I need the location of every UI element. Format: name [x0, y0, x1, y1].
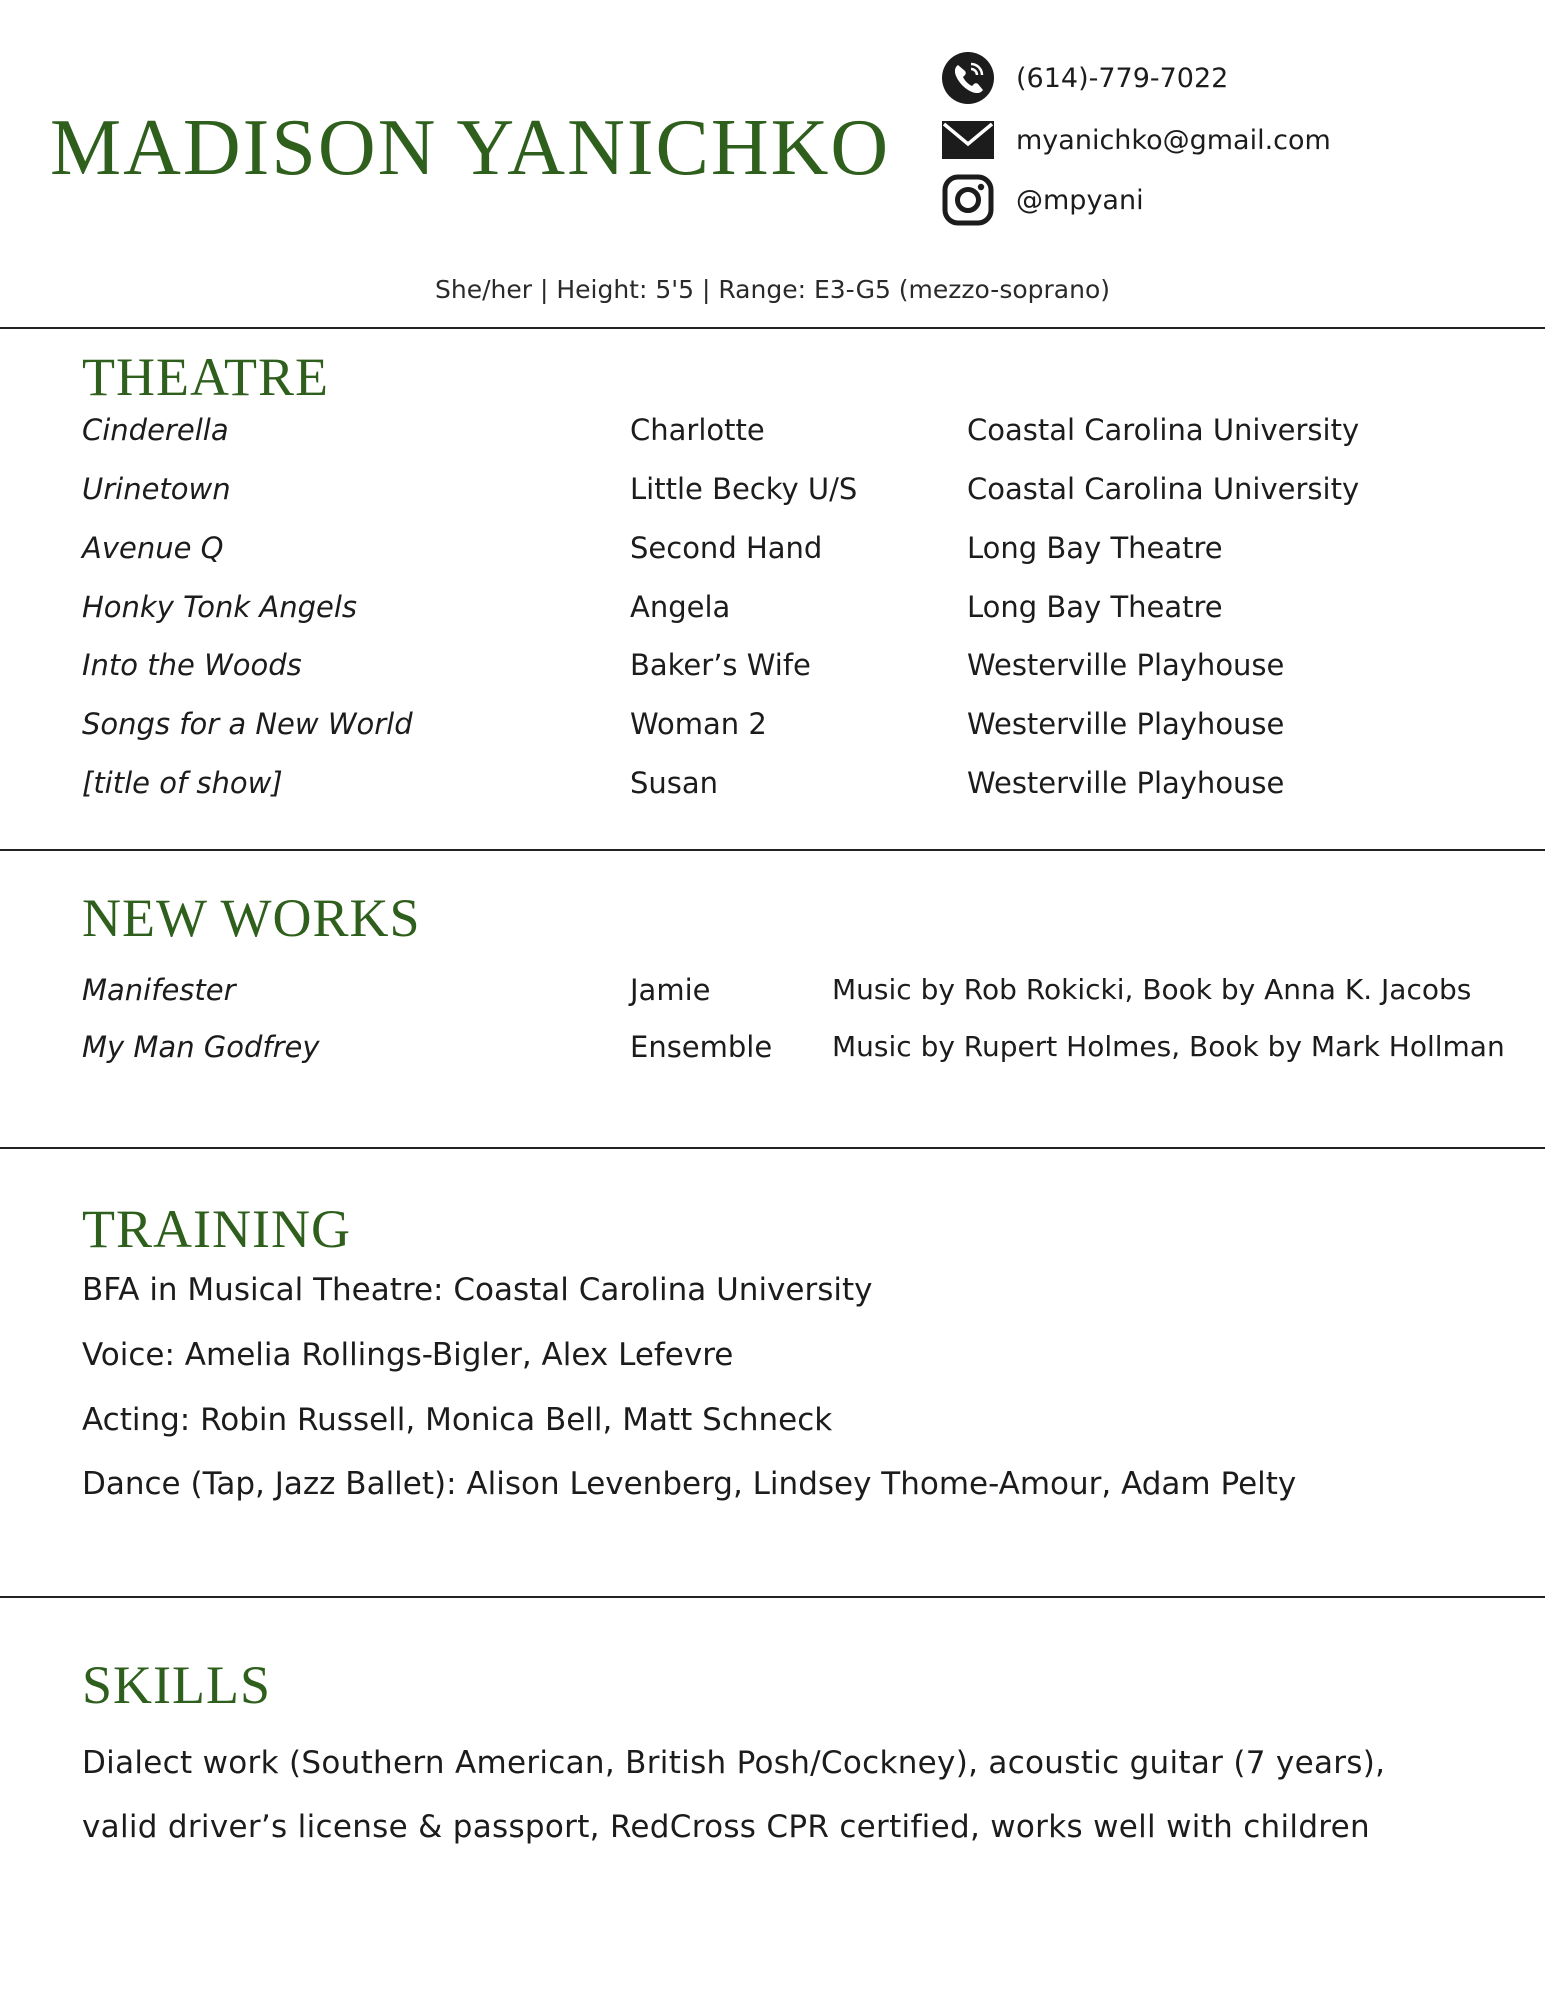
credit-row: [0, 707, 1545, 747]
role: Baker’s Wife: [630, 648, 811, 682]
show-title: [title of show]: [82, 766, 283, 800]
role: Woman 2: [630, 707, 767, 741]
venue: Long Bay Theatre: [967, 531, 1223, 565]
show-title: Into the Woods: [82, 648, 302, 682]
phone-icon: [940, 50, 996, 106]
role: Ensemble: [630, 1030, 773, 1064]
section-title-skills: SKILLS: [82, 1655, 272, 1715]
email-address: myanichko@gmail.com: [1016, 124, 1331, 156]
role: Charlotte: [630, 413, 765, 447]
creator-credit: Music by Rob Rokicki, Book by Anna K. Jacobs: [832, 973, 1472, 1006]
section-title-theatre: THEATRE: [82, 347, 329, 407]
show-title: Urinetown: [82, 472, 231, 506]
instagram-handle: @mpyani: [1016, 184, 1144, 216]
venue: Long Bay Theatre: [967, 590, 1223, 624]
role: Susan: [630, 766, 719, 800]
divider: [0, 1596, 1545, 1598]
show-title: My Man Godfrey: [82, 1030, 320, 1064]
new-work-row: [0, 973, 1545, 1013]
skills-line: valid driver’s license & passport, RedCross CPR certified, works well with children: [82, 1809, 1370, 1845]
venue: Westerville Playhouse: [967, 766, 1285, 800]
role: Jamie: [630, 973, 711, 1007]
contact-instagram: [940, 172, 1144, 228]
contact-phone: [940, 50, 1228, 106]
show-title: Avenue Q: [82, 531, 224, 565]
credit-row: [0, 531, 1545, 571]
role: Second Hand: [630, 531, 823, 565]
show-title: Songs for a New World: [82, 707, 413, 741]
show-title: Cinderella: [82, 413, 229, 447]
mail-icon: [940, 112, 996, 168]
performer-name: MADISON YANICHKO: [50, 104, 891, 192]
vitals-line: She/her | Height: 5'5 | Range: E3-G5 (mezzo-soprano): [434, 275, 1110, 304]
phone-number: (614)-779-7022: [1016, 62, 1229, 94]
training-line: Voice: Amelia Rollings-Bigler, Alex Lefevre: [82, 1337, 734, 1373]
credit-row: [0, 472, 1545, 512]
show-title: Manifester: [82, 973, 236, 1007]
show-title: Honky Tonk Angels: [82, 590, 358, 624]
creator-credit: Music by Rupert Holmes, Book by Mark Hollman: [832, 1030, 1505, 1063]
venue: Westerville Playhouse: [967, 707, 1285, 741]
credit-row: [0, 766, 1545, 806]
training-line: Acting: Robin Russell, Monica Bell, Matt Schneck: [82, 1402, 833, 1438]
training-line: BFA in Musical Theatre: Coastal Carolina University: [82, 1272, 873, 1308]
credit-row: [0, 648, 1545, 688]
role: Angela: [630, 590, 731, 624]
contact-email: [940, 112, 1331, 168]
credit-row: [0, 413, 1545, 453]
divider: [0, 849, 1545, 851]
instagram-icon: [940, 172, 996, 228]
venue: Coastal Carolina University: [967, 413, 1360, 447]
section-title-training: TRAINING: [82, 1199, 351, 1259]
training-line: Dance (Tap, Jazz Ballet): Alison Levenberg, Lindsey Thome-Amour, Adam Pelty: [82, 1466, 1297, 1502]
role: Little Becky U/S: [630, 472, 858, 506]
skills-line: Dialect work (Southern American, British Posh/Cockney), acoustic guitar (7 years),: [82, 1745, 1386, 1781]
new-work-row: [0, 1030, 1545, 1070]
credit-row: [0, 590, 1545, 630]
section-title-new-works: NEW WORKS: [82, 888, 421, 948]
divider: [0, 1147, 1545, 1149]
divider: [0, 327, 1545, 329]
venue: Coastal Carolina University: [967, 472, 1360, 506]
venue: Westerville Playhouse: [967, 648, 1285, 682]
